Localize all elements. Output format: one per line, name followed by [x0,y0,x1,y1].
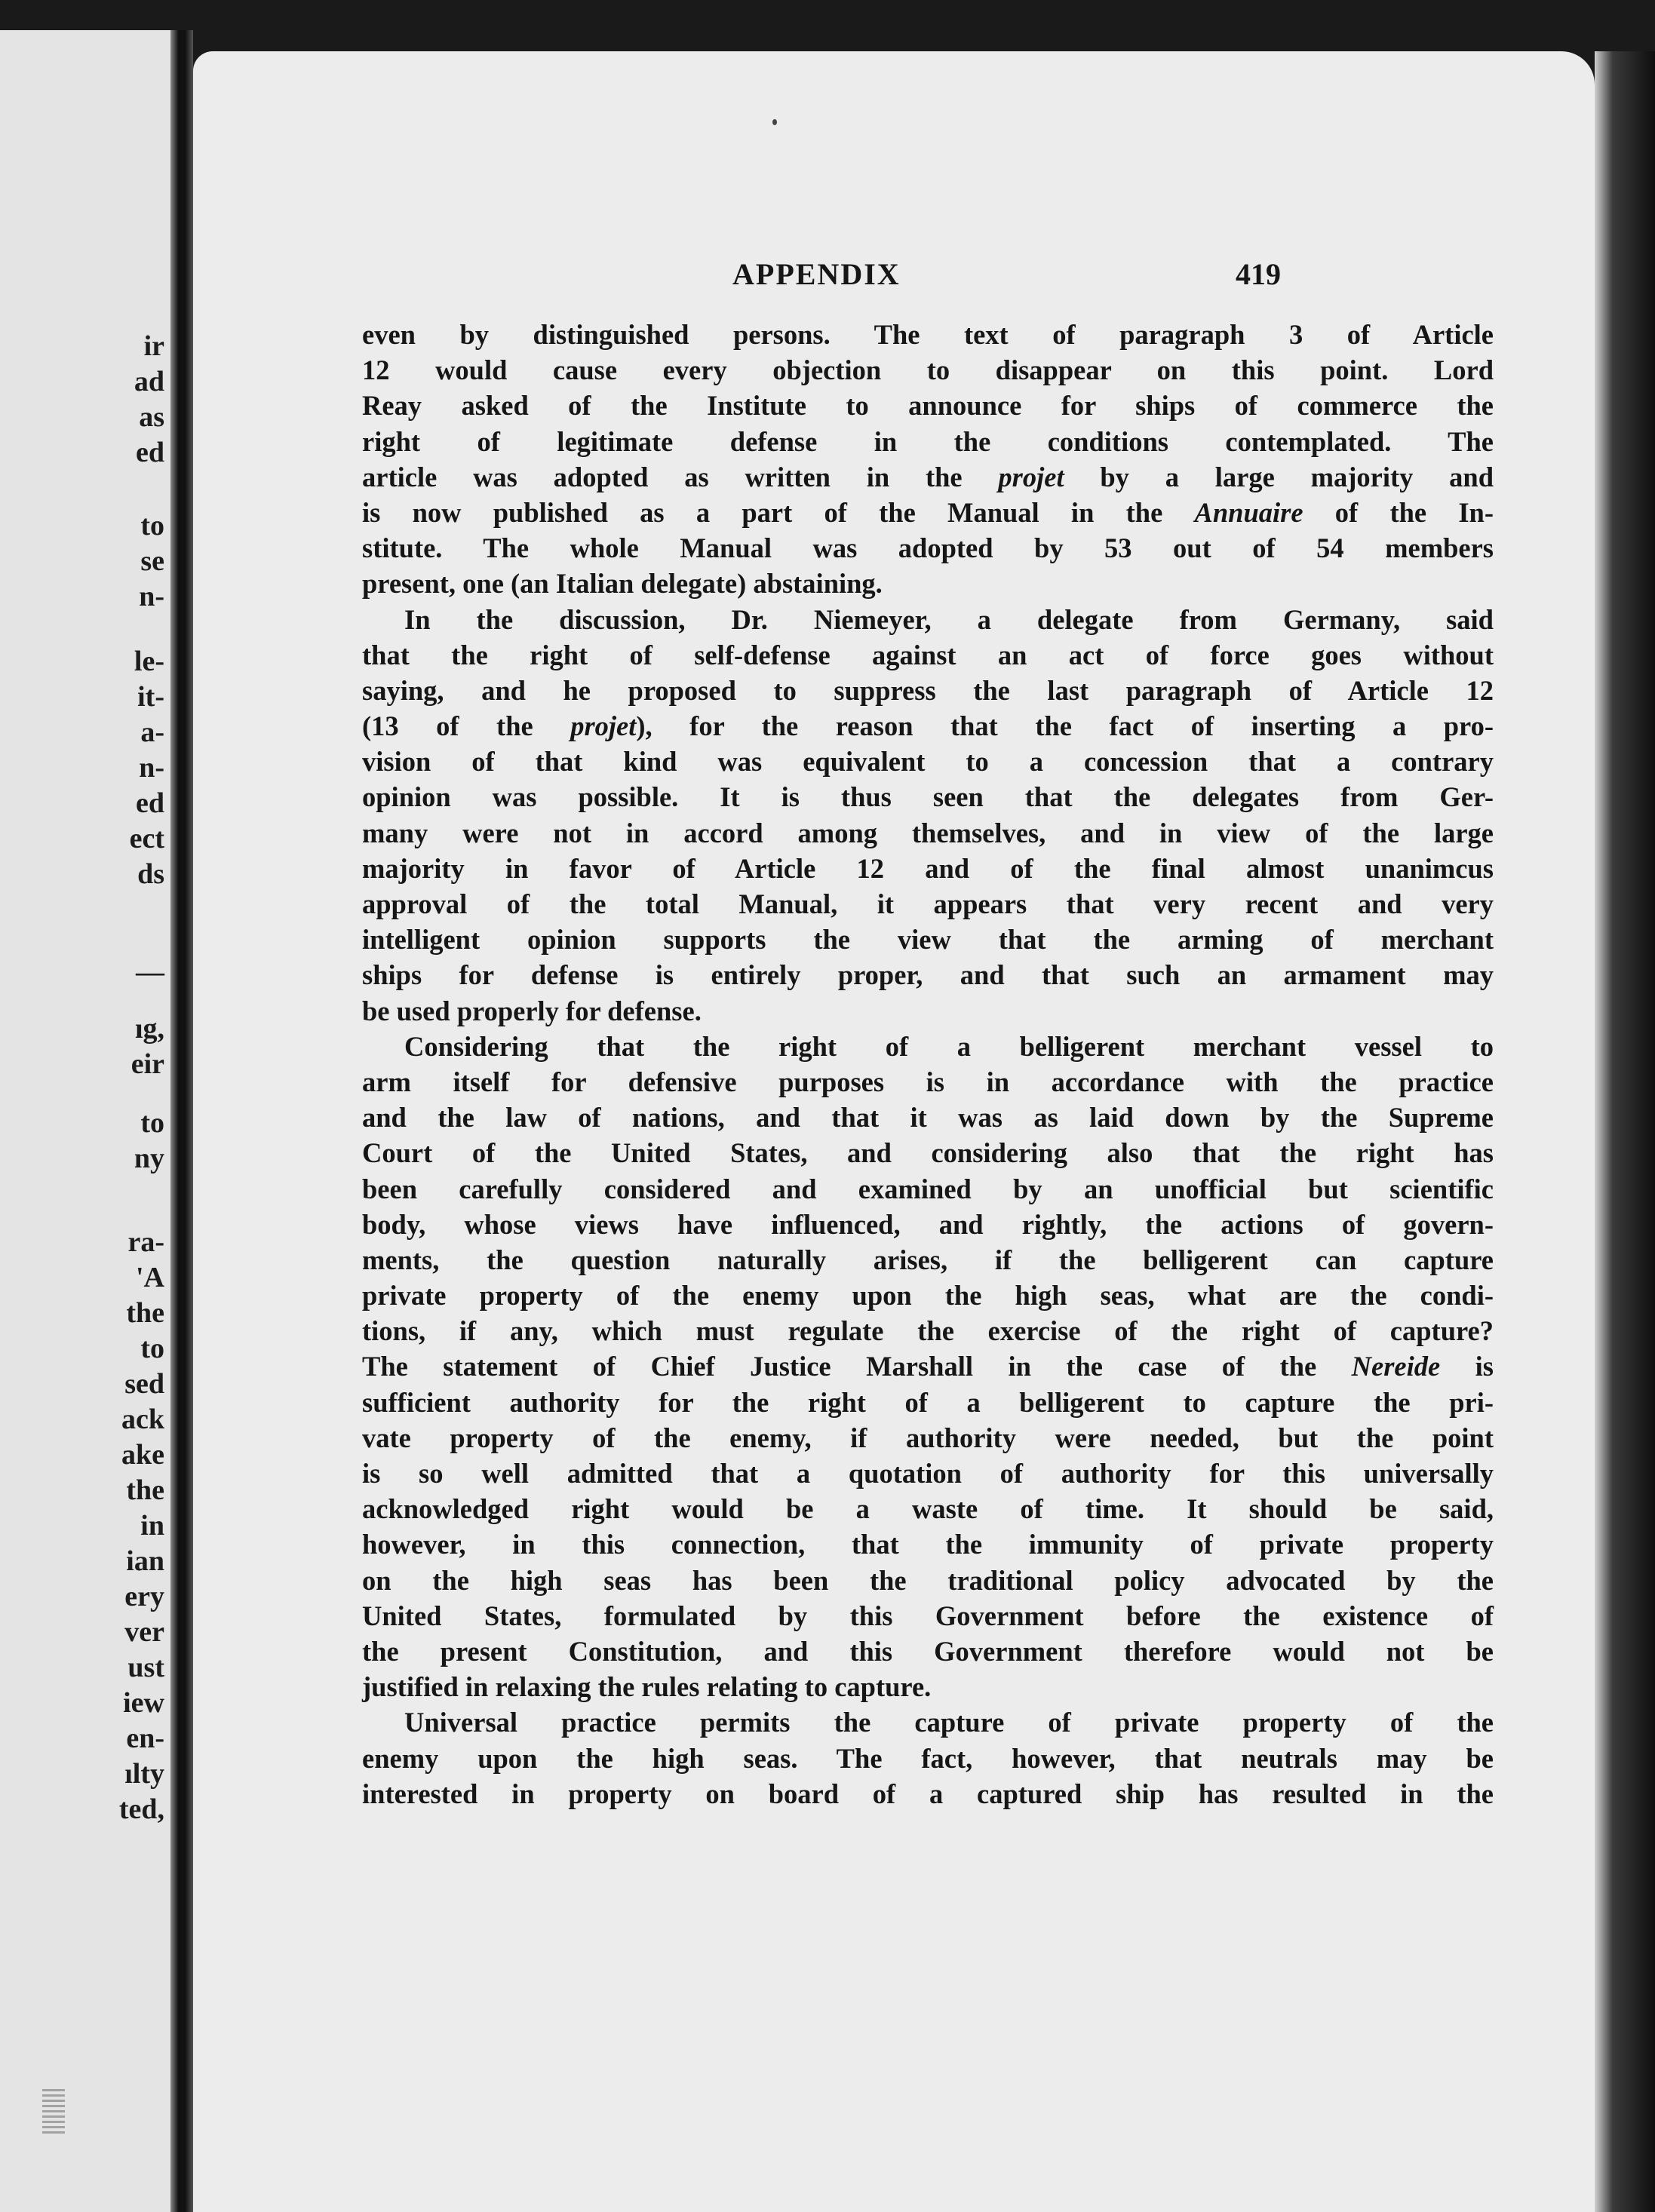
text-line: The statement of Chief Justice Marshall in the case of the Nereide is [362,1351,1494,1382]
text-line: approval of the total Manual, it appears that very recent and very [362,888,1494,919]
text-line: be used properly for defense. [362,995,702,1026]
left-page-fragment: n- [139,581,164,612]
left-page-fragment: to [140,510,164,541]
left-page-fragment: ust [127,1652,164,1683]
text-line: 12 would cause every objection to disappear on this point. Lord [362,354,1494,386]
left-page-fragment: to [140,1107,164,1139]
text-line: Considering that the right of a belligerent merchant vessel to [404,1030,1494,1062]
left-page-fragment: le- [134,646,164,677]
speck [772,119,777,125]
page-edge-mark [42,2089,65,2134]
text-line: Reay asked of the Institute to announce for ships of commerce the [362,390,1494,422]
left-page-fragment: eir [130,1048,164,1080]
left-facing-page [0,30,175,2212]
left-page-fragment: ack [121,1404,164,1435]
left-page-fragment: ds [137,858,164,890]
text-line: vate property of the enemy, if authority were needed, but the point [362,1422,1494,1453]
text-line: Universal practice permits the capture of private property of the [404,1707,1494,1738]
left-page-fragment: ect [129,823,164,854]
left-page-fragment: n- [139,752,164,784]
text-line: ments, the question naturally arises, if the belligerent can capture [362,1244,1494,1275]
text-line: been carefully considered and examined by an unofficial but scientific [362,1173,1494,1204]
page-header [193,256,1595,302]
left-page-fragment: ted, [118,1793,164,1825]
text-line: is now published as a part of the Manual in the Annuaire of the In- [362,496,1494,528]
text-line: that the right of self-defense against an act of force goes without [362,639,1494,670]
left-page-fragment: to [140,1333,164,1364]
text-line: ships for defense is entirely proper, and that such an armament may [362,959,1494,991]
left-page-fragment: ılty [124,1758,164,1790]
text-line: intelligent opinion supports the view that the arming of merchant [362,924,1494,956]
left-page-fragment: ake [121,1439,164,1471]
right-page-edge [1595,51,1655,2212]
left-page-fragment: se [140,545,164,577]
left-page-fragment: 'A [136,1262,164,1293]
left-page-fragment: the [126,1474,164,1506]
text-line: majority in favor of Article 12 and of the final almost unanimcus [362,852,1494,884]
text-line: sufficient authority for the right of a belligerent to capture the pri- [362,1386,1494,1418]
left-page-fragment: ver [124,1616,164,1648]
left-page-fragment: ir [143,330,164,362]
text-line: (13 of the projet), for the reason that the fact of inserting a pro- [362,710,1494,742]
left-page-fragment: — [136,956,164,988]
text-line: however, in this connection, that the immunity of private property [362,1529,1494,1560]
text-line: acknowledged right would be a waste of time. It should be said, [362,1493,1494,1525]
text-line: private property of the enemy upon the high seas, what are the condi- [362,1280,1494,1312]
text-line: article was adopted as written in the projet by a large majority and [362,461,1494,492]
left-page-fragment: en- [126,1723,164,1754]
text-line: enemy upon the high seas. The fact, however, that neutrals may be [362,1742,1494,1774]
page-number: 419 [1236,257,1281,291]
text-line: In the discussion, Dr. Niemeyer, a delegate from Germany, said [404,603,1494,635]
left-page-fragment: iew [123,1687,164,1719]
running-head: APPENDIX [732,257,901,291]
text-line: even by distinguished persons. The text of paragraph 3 of Article [362,319,1494,350]
left-page-fragment: it- [137,681,164,713]
left-page-fragment: ra- [127,1226,164,1258]
text-line: right of legitimate defense in the conditions contemplated. The [362,425,1494,457]
text-line: and the law of nations, and that it was as laid down by the Supreme [362,1102,1494,1134]
left-page-fragment: a- [140,716,164,748]
text-line: many were not in accord among themselves, and in view of the large [362,817,1494,848]
left-page-fragment: sed [124,1368,164,1400]
left-page-fragment: ian [126,1545,164,1577]
text-line: on the high seas has been the traditional policy advocated by the [362,1564,1494,1596]
text-line: justified in relaxing the rules relating to capture. [362,1671,932,1703]
text-line: opinion was possible. It is thus seen that the delegates from Ger- [362,781,1494,813]
left-page-fragment: ery [124,1581,164,1612]
text-line: interested in property on board of a captured ship has resulted in the [362,1778,1494,1809]
text-line: United States, formulated by this Government before the existence of [362,1600,1494,1631]
body-text [362,317,1494,1812]
book-gutter [170,30,193,2212]
left-page-fragment: the [126,1297,164,1329]
text-line: Court of the United States, and considering also that the right has [362,1137,1494,1169]
text-line: vision of that kind was equivalent to a concession that a contrary [362,746,1494,778]
text-line: the present Constitution, and this Government therefore would not be [362,1635,1494,1667]
text-line: body, whose views have influenced, and rightly, the actions of govern- [362,1208,1494,1240]
left-page-fragment: ıg, [134,1013,164,1045]
text-line: is so well admitted that a quotation of authority for this universally [362,1458,1494,1489]
left-page-text-fragments [0,30,170,2212]
text-line: arm itself for defensive purposes is in accordance with the practice [362,1066,1494,1097]
text-line: stitute. The whole Manual was adopted by 53 out of 54 members [362,532,1494,564]
book-page [193,51,1595,2212]
left-page-fragment: as [139,401,164,433]
text-line: present, one (an Italian delegate) abstaining. [362,568,883,600]
left-page-fragment: in [140,1510,164,1542]
left-page-fragment: ny [134,1143,164,1174]
left-page-fragment: ed [136,437,164,468]
text-line: saying, and he proposed to suppress the last paragraph of Article 12 [362,674,1494,706]
text-line: tions, if any, which must regulate the exercise of the right of capture? [362,1315,1494,1347]
left-page-fragment: ed [136,787,164,819]
left-page-fragment: ad [134,366,164,397]
